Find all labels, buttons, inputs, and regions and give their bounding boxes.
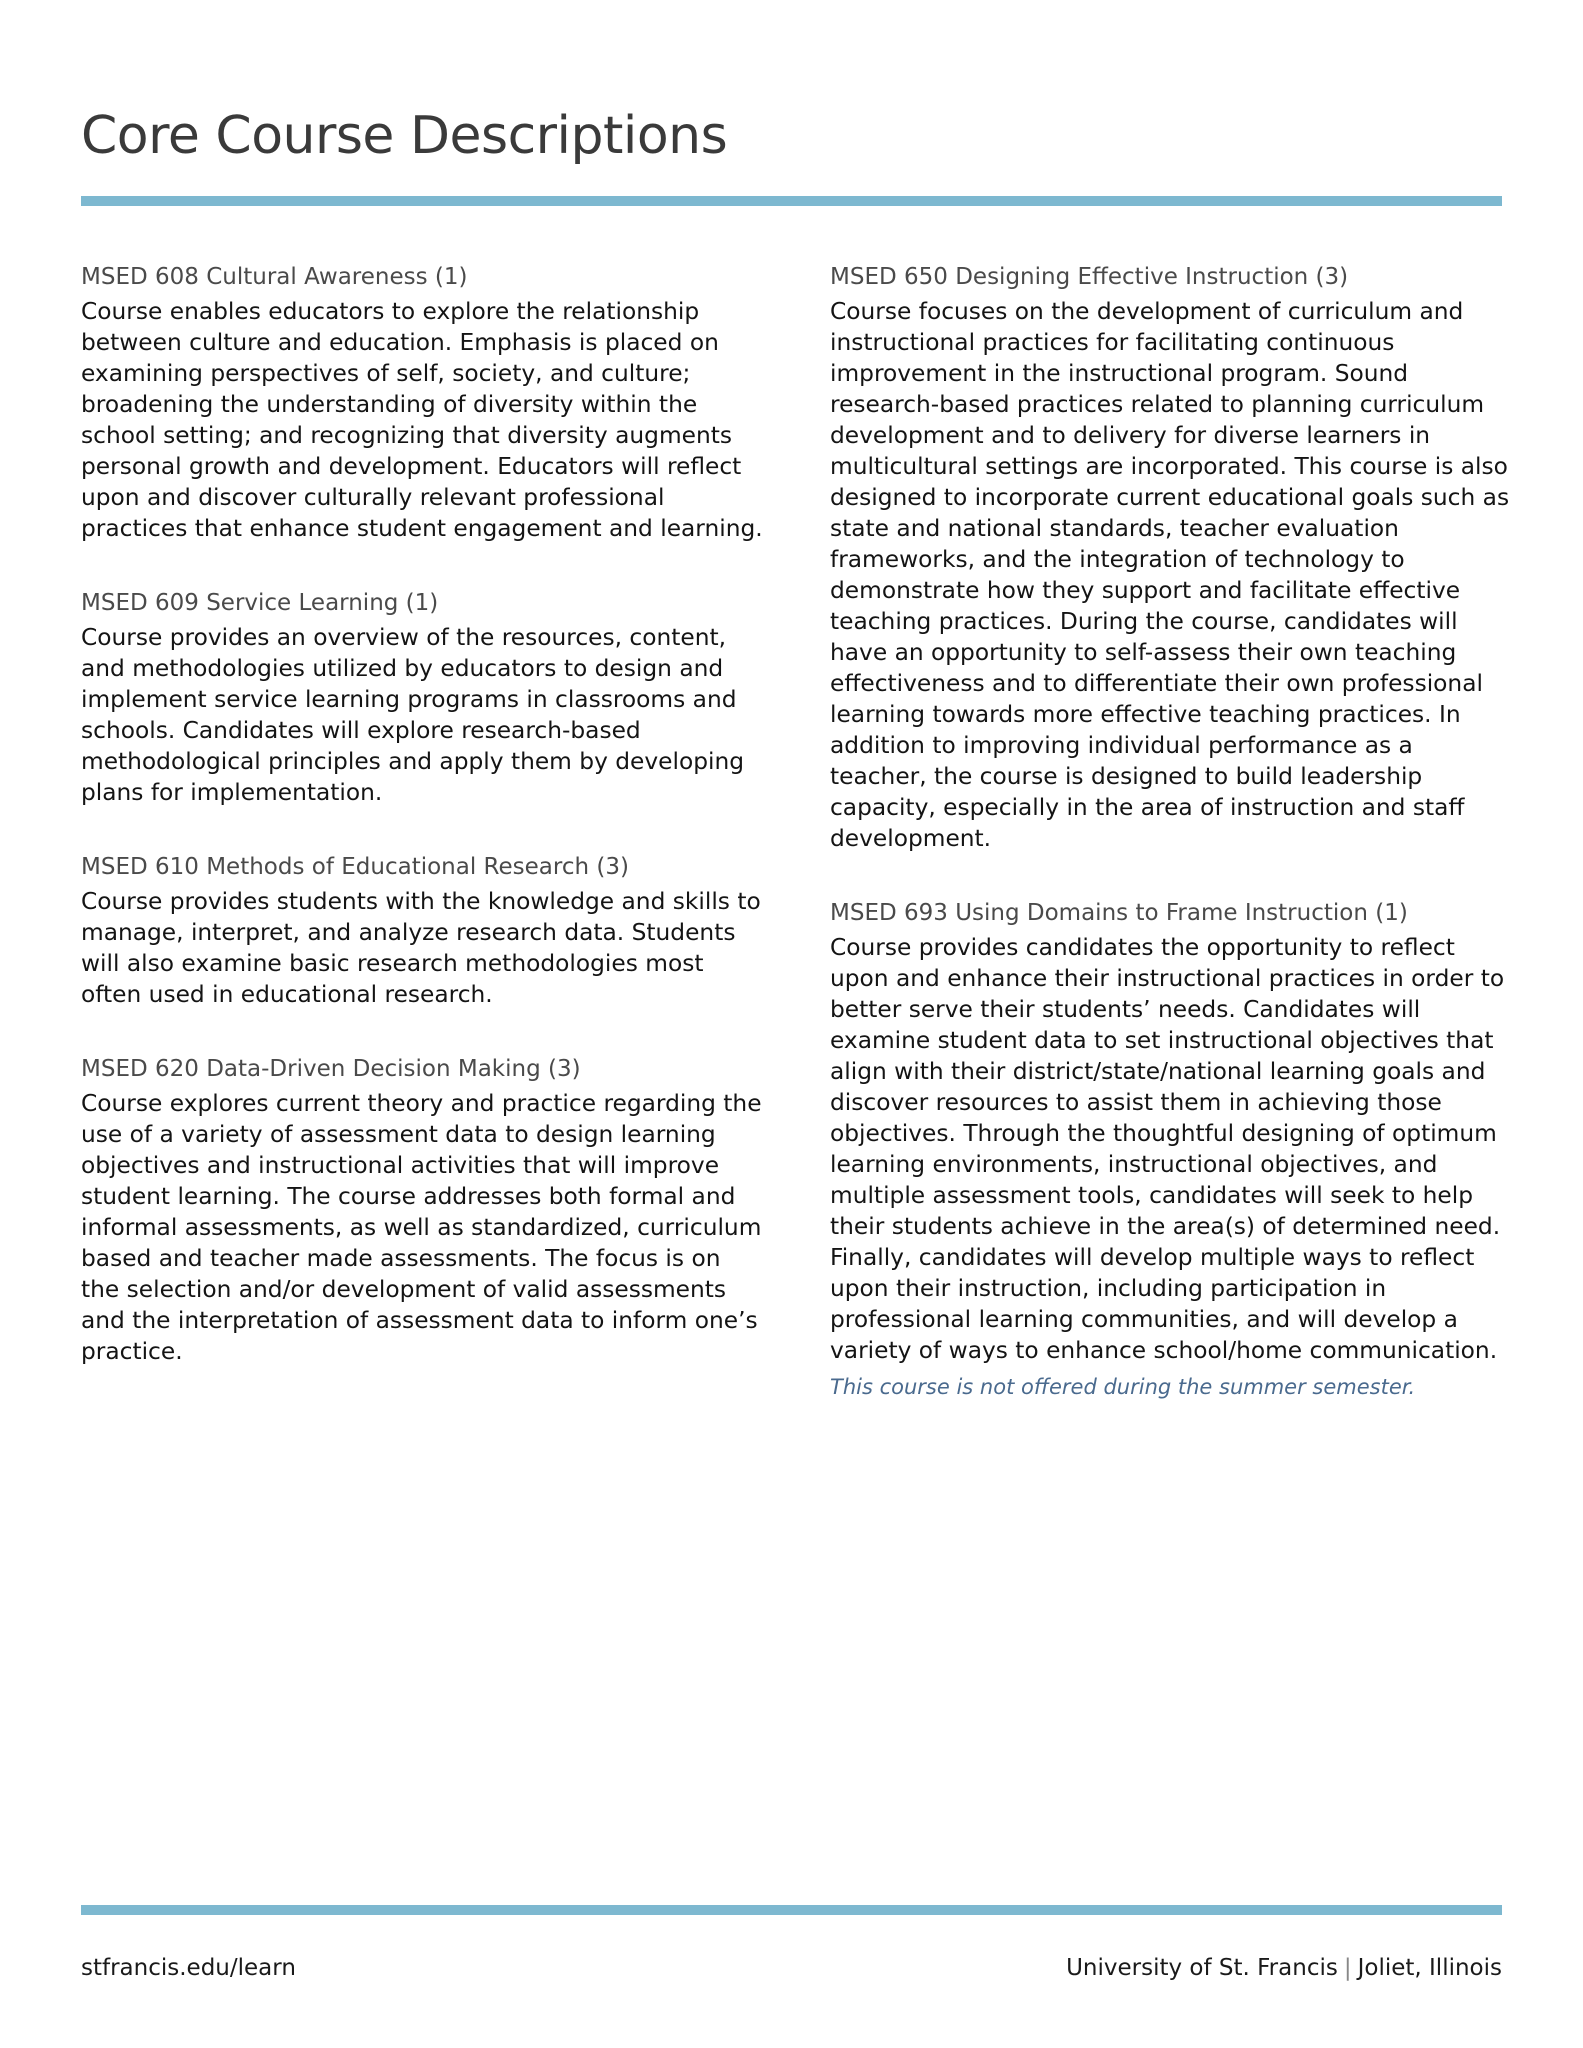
course-description: Course explores current theory and practice regarding the use of a variety of assessment data to design learning objectives and instructional activities that will improve student learning. The course addresses both formal and informal assessments, as well as standardized, curriculum based and teacher made assessments. The focus is on the selection and/or development of valid assessments and the interpretation of assessment data to inform one’s practice.: [81, 1090, 762, 1365]
course-description: Course provides students with the knowledge and skills to manage, interpret, and analyze research data. Students will also examine basic research methodologies most often used in educational research.: [81, 888, 761, 1008]
footer-separator: |: [1343, 1955, 1352, 1981]
course-entry: [81, 852, 766, 1010]
footer-institution: [1066, 1955, 1502, 1981]
course-description: Course enables educators to explore the relationship between culture and education. Emphasis is placed on examining perspectives of self, society, and culture; broadening the understanding of diversity within the school setting; and recognizing that diversity augments personal growth and development. Educators will reflect upon and discover culturally relevant professional practices that enhance student engagement and learning.: [81, 298, 763, 542]
course-heading: MSED 693 Using Domains to Frame Instruction (1): [830, 900, 1408, 926]
course-entry: [830, 898, 1510, 1402]
header-divider: [81, 196, 1502, 206]
footer-website: stfrancis.edu/learn: [81, 1955, 296, 1981]
right-column: [830, 262, 1510, 1402]
left-column: [81, 262, 766, 1367]
footer-institution-name: University of St. Francis: [1066, 1955, 1338, 1981]
course-heading: MSED 608 Cultural Awareness (1): [81, 264, 468, 290]
course-description: Course focuses on the development of curriculum and instructional practices for facilitating continuous improvement in the instructional program. Sound research-based practices related to planning curriculum development and to delivery for diverse learners in multicultural settings are incorporated. This course is also designed to incorporate current educational goals such as state and national standards, teacher evaluation frameworks, and the integration of technology to demonstrate how they support and facilitate effective teaching practices. During the course, candidates will have an opportunity to self-assess their own teaching effectiveness and to differentiate their own professional learning towards more effective teaching practices. In addition to improving individual performance as a teacher, the course is designed to build leadership capacity, especially in the area of instruction and staff development.: [830, 298, 1510, 852]
course-availability-note: This course is not offered during the summer semester.: [830, 1375, 1416, 1399]
footer-location: Joliet, Illinois: [1357, 1955, 1502, 1981]
course-heading: MSED 620 Data-Driven Decision Making (3): [81, 1056, 581, 1082]
course-description: Course provides candidates the opportunity to reflect upon and enhance their instructional practices in order to better serve their students’ needs. Candidates will examine student data to set instructional objectives that align with their district/state/national learning goals and discover resources to assist them in achieving those objectives. Through the thoughtful designing of optimum learning environments, instructional objectives, and multiple assessment tools, candidates will seek to help their students achieve in the area(s) of determined need. Finally, candidates will develop multiple ways to reflect upon their instruction, including participation in professional learning communities, and will develop a variety of ways to enhance school/home communication.: [830, 934, 1505, 1364]
course-entry: [81, 262, 766, 544]
course-heading: MSED 610 Methods of Educational Research (3): [81, 854, 629, 880]
course-heading: MSED 650 Designing Effective Instruction (3): [830, 264, 1349, 290]
course-entry: [830, 262, 1510, 854]
course-entry: [81, 588, 766, 808]
course-heading: MSED 609 Service Learning (1): [81, 590, 439, 616]
course-entry: [81, 1054, 766, 1367]
footer-divider: [81, 1905, 1502, 1915]
course-description: Course provides an overview of the resources, content, and methodologies utilized by educators to design and implement service learning programs in classrooms and schools. Candidates will explore research-based methodological principles and apply them by developing plans for implementation.: [81, 624, 745, 806]
page-title: Core Course Descriptions: [81, 106, 728, 166]
